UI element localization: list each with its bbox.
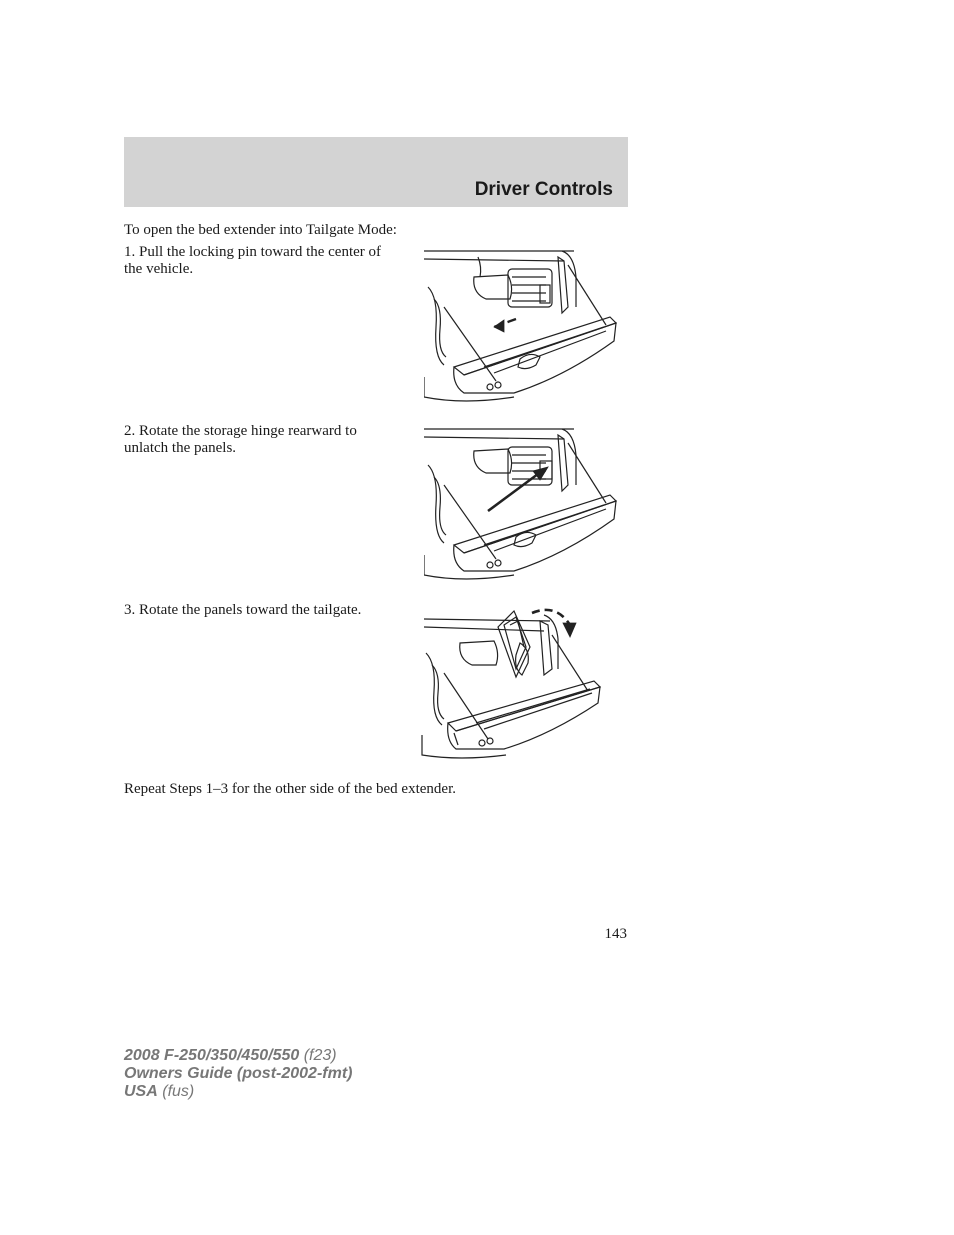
step-1-text: 1. Pull the locking pin toward the center of the vehicle.: [124, 244, 382, 277]
step-3-text: 3. Rotate the panels toward the tailgate.: [124, 602, 362, 618]
footer-line-1: [124, 1047, 352, 1065]
step-3-illustration: [420, 603, 604, 761]
outro-text: Repeat Steps 1–3 for the other side of the bed extender.: [124, 781, 456, 797]
document-footer: [124, 1047, 352, 1101]
step-2-illustration: [424, 425, 618, 583]
step-2-text: 2. Rotate the storage hinge rearward to unlatch the panels.: [124, 423, 357, 456]
step-1-illustration: [424, 247, 618, 405]
footer-model: 2008 F-250/350/450/550: [124, 1047, 300, 1064]
section-header-band: [124, 137, 628, 207]
intro-text: To open the bed extender into Tailgate Mode:: [124, 222, 397, 238]
footer-guide: Owners Guide (post-2002-fmt): [124, 1065, 353, 1082]
footer-market-code: (fus): [162, 1083, 195, 1100]
footer-market: USA: [124, 1083, 158, 1100]
footer-line-3: [124, 1083, 352, 1101]
page-number: 143: [604, 926, 627, 942]
footer-model-code: (f23): [303, 1047, 337, 1064]
footer-line-2: [124, 1065, 352, 1083]
section-title: Driver Controls: [474, 179, 613, 200]
